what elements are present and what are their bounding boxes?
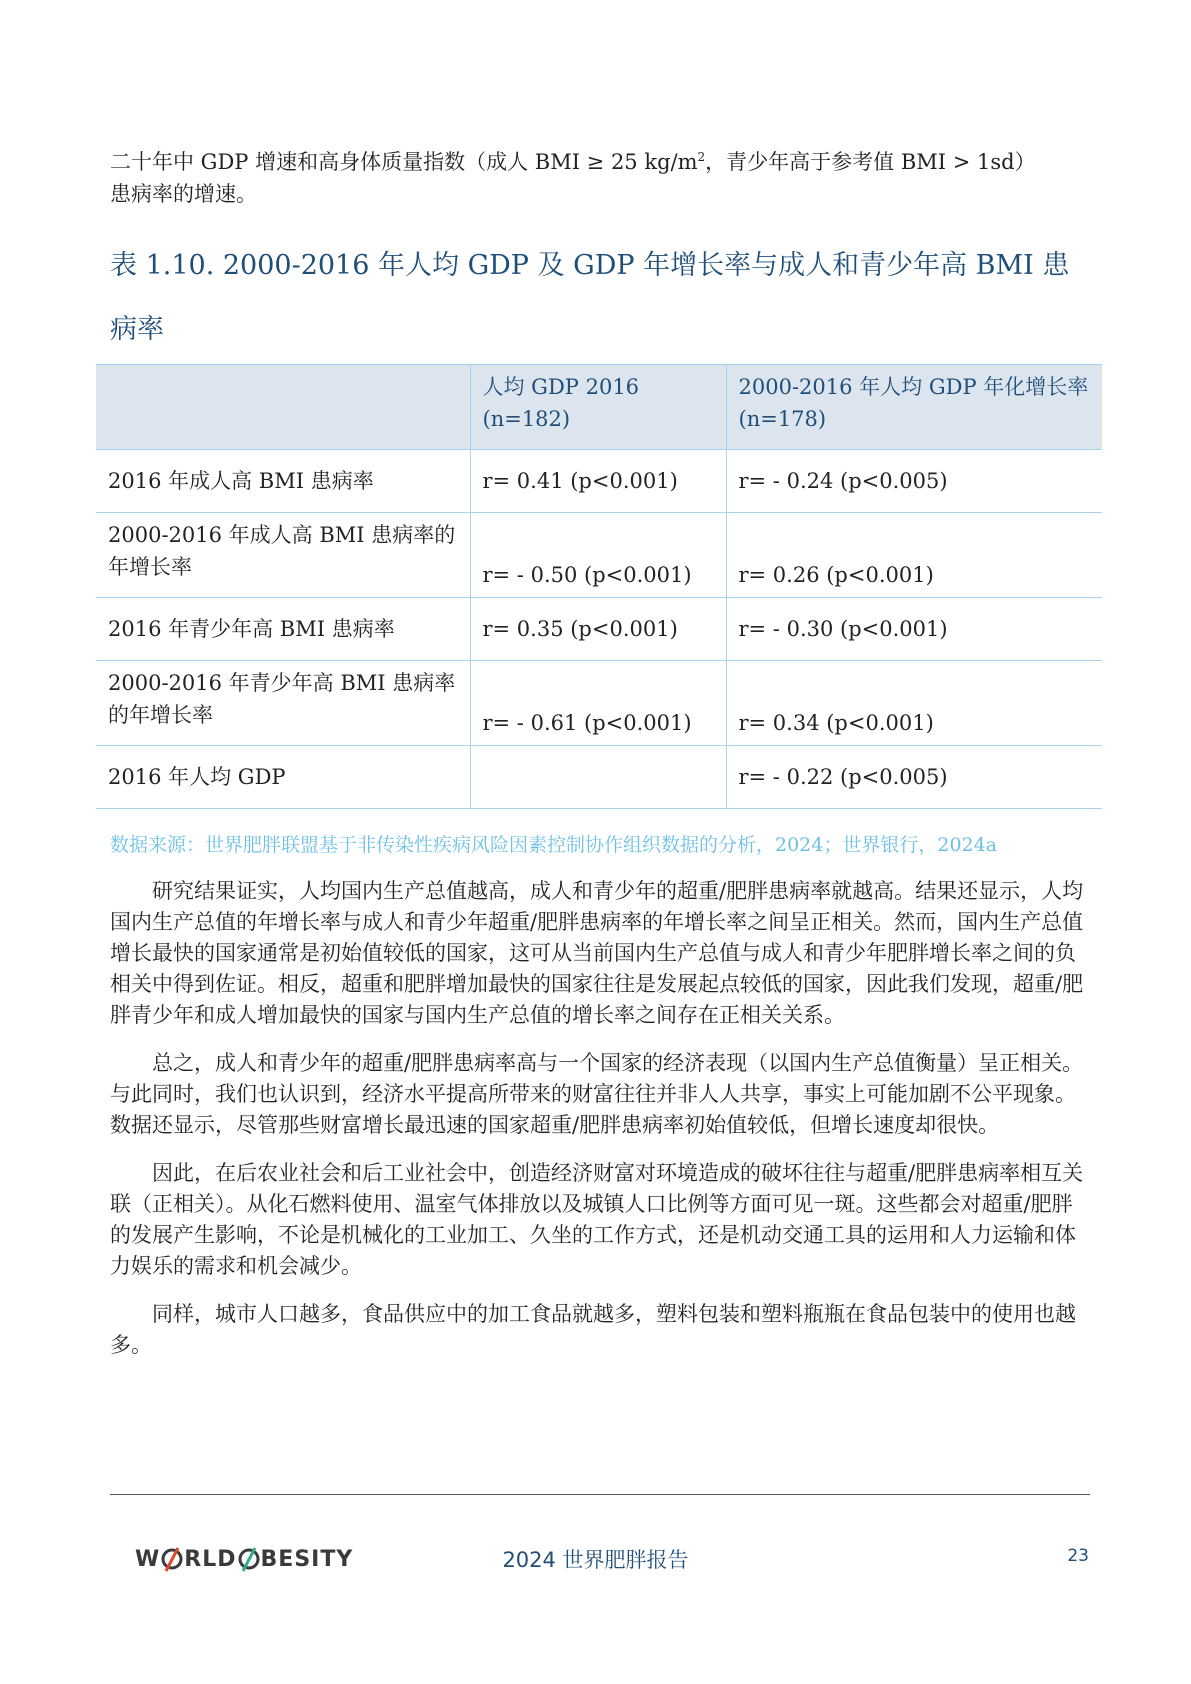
- cell-growth: r= 0.26 (p<0.001): [726, 513, 1102, 598]
- table-row: [96, 661, 1102, 746]
- body-text: [110, 876, 1090, 1378]
- cell-gdp: r= 0.35 (p<0.001): [470, 598, 726, 661]
- cell-growth: r= - 0.22 (p<0.005): [726, 746, 1102, 809]
- footer-divider: [110, 1494, 1090, 1495]
- table-header-row: [96, 365, 1102, 450]
- cell-growth: r= 0.34 (p<0.001): [726, 661, 1102, 746]
- logo-text-besity: BESITY: [260, 1546, 354, 1572]
- cell-growth: r= - 0.30 (p<0.001): [726, 598, 1102, 661]
- header-gdp-2016: 人均 GDP 2016 (n=182): [470, 365, 726, 450]
- cell-gdp: r= - 0.50 (p<0.001): [470, 513, 726, 598]
- body-paragraph: 因此，在后农业社会和后工业社会中，创造经济财富对环境造成的破坏往往与超重/肥胖患病率相互关联（正相关）。从化石燃料使用、温室气体排放以及城镇人口比例等方面可见一斑。这些都会对超重/肥胖的发展产生影响，不论是机械化的工业加工、久坐的工作方式，还是机动交通工具的运用和人力运输和体力娱乐的需求和机会减少。: [110, 1161, 1084, 1278]
- logo-text-w: W: [135, 1546, 161, 1572]
- intro-line-1: 二十年中 GDP 增速和高身体质量指数（成人 BMI ≥ 25 $kg/m^2$，青少年高于参考值 BMI > 1sd）: [110, 150, 1036, 174]
- footer-report-title: 2024 世界肥胖报告: [502, 1548, 689, 1572]
- body-paragraph: 同样，城市人口越多，食品供应中的加工食品就越多，塑料包装和塑料瓶瓶在食品包装中的使用也越多。: [110, 1302, 1076, 1357]
- header-empty: [96, 365, 470, 450]
- cell-gdp: r= - 0.61 (p<0.001): [470, 661, 726, 746]
- row-label: 2016 年成人高 BMI 患病率: [96, 450, 470, 513]
- table-title-line-1: 表 1.10. 2000-2016 年人均 GDP 及 GDP 年增长率与成人和青少年高 BMI 患病率: [110, 250, 1070, 345]
- row-label: 2016 年人均 GDP: [96, 746, 470, 809]
- table-row: [96, 598, 1102, 661]
- intro-paragraph: [110, 146, 1090, 210]
- table-row: [96, 513, 1102, 598]
- cell-gdp: r= 0.41 (p<0.001): [470, 450, 726, 513]
- cell-growth: r= - 0.24 (p<0.005): [726, 450, 1102, 513]
- row-label: 2000-2016 年青少年高 BMI 患病率的年增长率: [96, 661, 470, 746]
- table-row: [96, 746, 1102, 809]
- table-row: [96, 450, 1102, 513]
- header-gdp-growth: 2000-2016 年人均 GDP 年化增长率(n=178): [726, 365, 1102, 450]
- body-paragraph: 研究结果证实，人均国内生产总值越高，成人和青少年的超重/肥胖患病率就越高。结果还显示，人均国内生产总值的年增长率与成人和青少年超重/肥胖患病率的年增长率之间呈正相关。然而，国内生产总值增长最快的国家通常是初始值较低的国家，这可从当前国内生产总值与成人和青少年肥胖增长率之间的负相关中得到佐证。相反，超重和肥胖增加最快的国家往往是发展起点较低的国家，因此我们发现，超重/肥胖青少年和成人增加最快的国家与国内生产总值的增长率之间存在正相关关系。: [110, 879, 1084, 1027]
- logo-text-rld: RLD: [184, 1546, 237, 1572]
- body-paragraph: 总之，成人和青少年的超重/肥胖患病率高与一个国家的经济表现（以国内生产总值衡量）呈正相关。与此同时，我们也认识到，经济水平提高所带来的财富往往并非人人共享，事实上可能加剧不公平现象。数据还显示，尽管那些财富增长最迅速的国家超重/肥胖患病率初始值较低，但增长速度却很快。: [110, 1051, 1084, 1137]
- data-source-note: 数据来源：世界肥胖联盟基于非传染性疾病风险因素控制协作组织数据的分析，2024；世界银行，2024a: [110, 834, 998, 856]
- row-label: 2000-2016 年成人高 BMI 患病率的年增长率: [96, 513, 470, 598]
- page-number: 23: [1067, 1546, 1089, 1566]
- correlation-table: [96, 364, 1102, 809]
- cell-gdp: [470, 746, 726, 809]
- intro-line-2: 患病率的增速。: [110, 182, 257, 206]
- row-label: 2016 年青少年高 BMI 患病率: [96, 598, 470, 661]
